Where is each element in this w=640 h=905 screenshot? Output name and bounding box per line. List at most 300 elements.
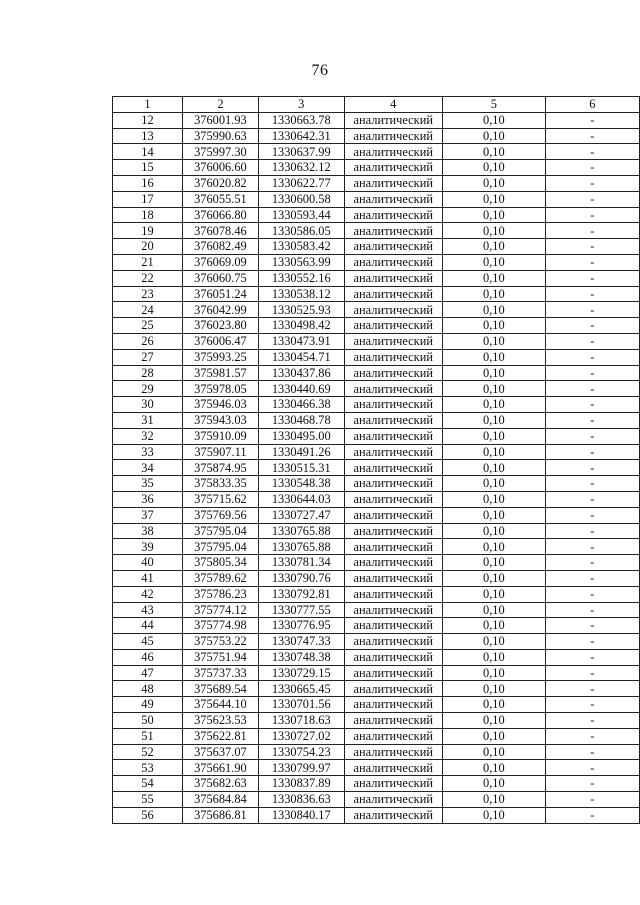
- cell-note: -: [545, 618, 639, 634]
- cell-accuracy: 0,10: [442, 570, 545, 586]
- cell-coord-x: 375981.57: [182, 365, 258, 381]
- cell-note: -: [545, 239, 639, 255]
- cell-coord-y: 1330468.78: [258, 412, 344, 428]
- cell-point-number: 38: [113, 523, 183, 539]
- cell-method: аналитический: [344, 333, 442, 349]
- table-row: [113, 254, 640, 270]
- cell-coord-x: 375946.03: [182, 397, 258, 413]
- cell-coord-y: 1330754.23: [258, 744, 344, 760]
- cell-accuracy: 0,10: [442, 112, 545, 128]
- cell-coord-y: 1330622.77: [258, 175, 344, 191]
- cell-accuracy: 0,10: [442, 665, 545, 681]
- cell-coord-y: 1330765.88: [258, 523, 344, 539]
- cell-point-number: 39: [113, 539, 183, 555]
- cell-accuracy: 0,10: [442, 144, 545, 160]
- cell-accuracy: 0,10: [442, 586, 545, 602]
- cell-coord-y: 1330491.26: [258, 444, 344, 460]
- cell-coord-y: 1330729.15: [258, 665, 344, 681]
- cell-accuracy: 0,10: [442, 270, 545, 286]
- cell-coord-x: 375715.62: [182, 491, 258, 507]
- table-row: [113, 665, 640, 681]
- cell-accuracy: 0,10: [442, 318, 545, 334]
- cell-point-number: 30: [113, 397, 183, 413]
- cell-method: аналитический: [344, 728, 442, 744]
- cell-method: аналитический: [344, 713, 442, 729]
- table-row: [113, 397, 640, 413]
- cell-note: -: [545, 270, 639, 286]
- cell-note: -: [545, 318, 639, 334]
- cell-coord-y: 1330799.97: [258, 760, 344, 776]
- cell-point-number: 51: [113, 728, 183, 744]
- cell-point-number: 42: [113, 586, 183, 602]
- cell-point-number: 40: [113, 555, 183, 571]
- cell-accuracy: 0,10: [442, 412, 545, 428]
- cell-accuracy: 0,10: [442, 539, 545, 555]
- table-row: [113, 381, 640, 397]
- cell-method: аналитический: [344, 807, 442, 823]
- cell-coord-x: 375637.07: [182, 744, 258, 760]
- cell-point-number: 37: [113, 507, 183, 523]
- cell-coord-y: 1330840.17: [258, 807, 344, 823]
- cell-method: аналитический: [344, 665, 442, 681]
- table-row: [113, 792, 640, 808]
- header-cell-4: 4: [344, 97, 442, 113]
- cell-method: аналитический: [344, 144, 442, 160]
- cell-note: -: [545, 286, 639, 302]
- cell-method: аналитический: [344, 381, 442, 397]
- cell-accuracy: 0,10: [442, 207, 545, 223]
- cell-point-number: 35: [113, 476, 183, 492]
- cell-coord-x: 375990.63: [182, 128, 258, 144]
- cell-method: аналитический: [344, 223, 442, 239]
- cell-accuracy: 0,10: [442, 792, 545, 808]
- cell-note: -: [545, 160, 639, 176]
- cell-accuracy: 0,10: [442, 807, 545, 823]
- cell-coord-y: 1330440.69: [258, 381, 344, 397]
- cell-accuracy: 0,10: [442, 286, 545, 302]
- cell-note: -: [545, 728, 639, 744]
- cell-point-number: 29: [113, 381, 183, 397]
- cell-note: -: [545, 760, 639, 776]
- cell-point-number: 15: [113, 160, 183, 176]
- cell-note: -: [545, 175, 639, 191]
- cell-accuracy: 0,10: [442, 523, 545, 539]
- cell-method: аналитический: [344, 539, 442, 555]
- cell-accuracy: 0,10: [442, 634, 545, 650]
- cell-note: -: [545, 634, 639, 650]
- cell-coord-y: 1330644.03: [258, 491, 344, 507]
- cell-accuracy: 0,10: [442, 128, 545, 144]
- cell-coord-x: 376006.60: [182, 160, 258, 176]
- table-row: [113, 460, 640, 476]
- cell-note: -: [545, 381, 639, 397]
- cell-method: аналитический: [344, 191, 442, 207]
- cell-point-number: 49: [113, 697, 183, 713]
- cell-note: -: [545, 570, 639, 586]
- cell-point-number: 12: [113, 112, 183, 128]
- table-row: [113, 191, 640, 207]
- cell-accuracy: 0,10: [442, 681, 545, 697]
- cell-method: аналитический: [344, 491, 442, 507]
- cell-coord-y: 1330836.63: [258, 792, 344, 808]
- cell-note: -: [545, 665, 639, 681]
- cell-point-number: 16: [113, 175, 183, 191]
- cell-accuracy: 0,10: [442, 397, 545, 413]
- cell-note: -: [545, 144, 639, 160]
- cell-method: аналитический: [344, 365, 442, 381]
- table-row: [113, 444, 640, 460]
- cell-coord-x: 375684.84: [182, 792, 258, 808]
- cell-accuracy: 0,10: [442, 160, 545, 176]
- cell-point-number: 48: [113, 681, 183, 697]
- cell-coord-x: 376020.82: [182, 175, 258, 191]
- cell-note: -: [545, 476, 639, 492]
- table-row: [113, 144, 640, 160]
- cell-note: -: [545, 491, 639, 507]
- table-row: [113, 539, 640, 555]
- cell-note: -: [545, 112, 639, 128]
- cell-point-number: 45: [113, 634, 183, 650]
- table-row: [113, 807, 640, 823]
- cell-point-number: 53: [113, 760, 183, 776]
- cell-note: -: [545, 397, 639, 413]
- cell-coord-y: 1330548.38: [258, 476, 344, 492]
- cell-method: аналитический: [344, 507, 442, 523]
- cell-accuracy: 0,10: [442, 602, 545, 618]
- table-row: [113, 160, 640, 176]
- header-cell-6: 6: [545, 97, 639, 113]
- cell-coord-y: 1330632.12: [258, 160, 344, 176]
- cell-method: аналитический: [344, 412, 442, 428]
- cell-coord-y: 1330454.71: [258, 349, 344, 365]
- cell-note: -: [545, 207, 639, 223]
- table-row: [113, 681, 640, 697]
- cell-coord-y: 1330781.34: [258, 555, 344, 571]
- cell-point-number: 50: [113, 713, 183, 729]
- cell-coord-y: 1330748.38: [258, 649, 344, 665]
- table-row: [113, 602, 640, 618]
- cell-method: аналитический: [344, 744, 442, 760]
- cell-note: -: [545, 507, 639, 523]
- cell-accuracy: 0,10: [442, 697, 545, 713]
- cell-coord-x: 375661.90: [182, 760, 258, 776]
- cell-method: аналитический: [344, 444, 442, 460]
- cell-method: аналитический: [344, 428, 442, 444]
- cell-coord-x: 376001.93: [182, 112, 258, 128]
- cell-accuracy: 0,10: [442, 239, 545, 255]
- cell-accuracy: 0,10: [442, 333, 545, 349]
- cell-coord-x: 376060.75: [182, 270, 258, 286]
- cell-coord-y: 1330593.44: [258, 207, 344, 223]
- cell-coord-x: 376055.51: [182, 191, 258, 207]
- cell-coord-y: 1330495.00: [258, 428, 344, 444]
- table-row: [113, 586, 640, 602]
- cell-point-number: 31: [113, 412, 183, 428]
- cell-accuracy: 0,10: [442, 175, 545, 191]
- cell-accuracy: 0,10: [442, 713, 545, 729]
- cell-point-number: 23: [113, 286, 183, 302]
- cell-note: -: [545, 349, 639, 365]
- cell-method: аналитический: [344, 586, 442, 602]
- cell-point-number: 55: [113, 792, 183, 808]
- cell-note: -: [545, 460, 639, 476]
- page-number: 76: [311, 62, 329, 79]
- cell-note: -: [545, 191, 639, 207]
- cell-method: аналитический: [344, 239, 442, 255]
- cell-point-number: 54: [113, 776, 183, 792]
- cell-point-number: 24: [113, 302, 183, 318]
- cell-coord-x: 375751.94: [182, 649, 258, 665]
- cell-method: аналитический: [344, 397, 442, 413]
- cell-point-number: 21: [113, 254, 183, 270]
- cell-accuracy: 0,10: [442, 776, 545, 792]
- table-body: [113, 112, 640, 823]
- cell-coord-y: 1330563.99: [258, 254, 344, 270]
- table-row: [113, 634, 640, 650]
- cell-coord-y: 1330701.56: [258, 697, 344, 713]
- cell-method: аналитический: [344, 570, 442, 586]
- header-cell-1: 1: [113, 97, 183, 113]
- cell-coord-y: 1330665.45: [258, 681, 344, 697]
- cell-coord-x: 376082.49: [182, 239, 258, 255]
- cell-accuracy: 0,10: [442, 444, 545, 460]
- cell-method: аналитический: [344, 476, 442, 492]
- cell-note: -: [545, 539, 639, 555]
- cell-method: аналитический: [344, 302, 442, 318]
- cell-method: аналитический: [344, 318, 442, 334]
- cell-coord-x: 375943.03: [182, 412, 258, 428]
- cell-accuracy: 0,10: [442, 507, 545, 523]
- cell-coord-y: 1330727.47: [258, 507, 344, 523]
- cell-coord-y: 1330790.76: [258, 570, 344, 586]
- cell-point-number: 28: [113, 365, 183, 381]
- cell-coord-x: 375753.22: [182, 634, 258, 650]
- table-row: [113, 207, 640, 223]
- cell-point-number: 52: [113, 744, 183, 760]
- cell-coord-x: 375795.04: [182, 523, 258, 539]
- cell-coord-y: 1330747.33: [258, 634, 344, 650]
- table-row: [113, 507, 640, 523]
- cell-coord-y: 1330727.02: [258, 728, 344, 744]
- table-row: [113, 728, 640, 744]
- cell-note: -: [545, 807, 639, 823]
- cell-method: аналитический: [344, 128, 442, 144]
- cell-coord-x: 375769.56: [182, 507, 258, 523]
- cell-coord-x: 375686.81: [182, 807, 258, 823]
- table-row: [113, 365, 640, 381]
- table-row: [113, 491, 640, 507]
- cell-point-number: 17: [113, 191, 183, 207]
- cell-accuracy: 0,10: [442, 618, 545, 634]
- cell-coord-x: 375789.62: [182, 570, 258, 586]
- cell-accuracy: 0,10: [442, 254, 545, 270]
- cell-method: аналитический: [344, 776, 442, 792]
- cell-coord-x: 375774.98: [182, 618, 258, 634]
- cell-note: -: [545, 649, 639, 665]
- cell-method: аналитический: [344, 112, 442, 128]
- table-row: [113, 776, 640, 792]
- cell-note: -: [545, 128, 639, 144]
- cell-accuracy: 0,10: [442, 728, 545, 744]
- cell-coord-y: 1330765.88: [258, 539, 344, 555]
- cell-method: аналитический: [344, 618, 442, 634]
- cell-point-number: 26: [113, 333, 183, 349]
- cell-method: аналитический: [344, 634, 442, 650]
- cell-note: -: [545, 365, 639, 381]
- table-row: [113, 649, 640, 665]
- cell-coord-x: 375682.63: [182, 776, 258, 792]
- cell-note: -: [545, 428, 639, 444]
- cell-accuracy: 0,10: [442, 428, 545, 444]
- cell-point-number: 18: [113, 207, 183, 223]
- cell-method: аналитический: [344, 286, 442, 302]
- table-row: [113, 760, 640, 776]
- cell-coord-y: 1330466.38: [258, 397, 344, 413]
- cell-point-number: 41: [113, 570, 183, 586]
- cell-note: -: [545, 792, 639, 808]
- cell-coord-x: 375689.54: [182, 681, 258, 697]
- cell-accuracy: 0,10: [442, 744, 545, 760]
- cell-method: аналитический: [344, 792, 442, 808]
- cell-coord-x: 375805.34: [182, 555, 258, 571]
- cell-method: аналитический: [344, 697, 442, 713]
- cell-coord-y: 1330642.31: [258, 128, 344, 144]
- cell-coord-y: 1330792.81: [258, 586, 344, 602]
- cell-coord-y: 1330637.99: [258, 144, 344, 160]
- cell-coord-x: 376069.09: [182, 254, 258, 270]
- header-cell-3: 3: [258, 97, 344, 113]
- table-row: [113, 523, 640, 539]
- cell-coord-x: 375910.09: [182, 428, 258, 444]
- cell-coord-x: 375874.95: [182, 460, 258, 476]
- cell-coord-y: 1330437.86: [258, 365, 344, 381]
- table-row: [113, 128, 640, 144]
- table-row: [113, 713, 640, 729]
- cell-coord-x: 376042.99: [182, 302, 258, 318]
- cell-accuracy: 0,10: [442, 649, 545, 665]
- cell-note: -: [545, 302, 639, 318]
- cell-method: аналитический: [344, 602, 442, 618]
- cell-point-number: 13: [113, 128, 183, 144]
- cell-accuracy: 0,10: [442, 365, 545, 381]
- cell-note: -: [545, 555, 639, 571]
- table-row: [113, 570, 640, 586]
- cell-method: аналитический: [344, 649, 442, 665]
- cell-coord-y: 1330538.12: [258, 286, 344, 302]
- cell-coord-x: 375623.53: [182, 713, 258, 729]
- cell-accuracy: 0,10: [442, 349, 545, 365]
- cell-accuracy: 0,10: [442, 460, 545, 476]
- cell-accuracy: 0,10: [442, 191, 545, 207]
- table-row: [113, 476, 640, 492]
- cell-note: -: [545, 681, 639, 697]
- cell-coord-x: 375833.35: [182, 476, 258, 492]
- cell-coord-x: 375993.25: [182, 349, 258, 365]
- cell-coord-x: 375978.05: [182, 381, 258, 397]
- cell-coord-x: 375907.11: [182, 444, 258, 460]
- cell-coord-x: 376051.24: [182, 286, 258, 302]
- cell-coord-x: 375737.33: [182, 665, 258, 681]
- cell-coord-y: 1330776.95: [258, 618, 344, 634]
- cell-method: аналитический: [344, 175, 442, 191]
- table-row: [113, 349, 640, 365]
- cell-point-number: 32: [113, 428, 183, 444]
- table-header: [113, 97, 640, 113]
- header-cell-5: 5: [442, 97, 545, 113]
- cell-note: -: [545, 444, 639, 460]
- cell-point-number: 56: [113, 807, 183, 823]
- cell-method: аналитический: [344, 681, 442, 697]
- cell-note: -: [545, 713, 639, 729]
- cell-coord-y: 1330837.89: [258, 776, 344, 792]
- table-row: [113, 555, 640, 571]
- cell-coord-x: 375997.30: [182, 144, 258, 160]
- cell-point-number: 14: [113, 144, 183, 160]
- cell-method: аналитический: [344, 207, 442, 223]
- cell-accuracy: 0,10: [442, 381, 545, 397]
- cell-note: -: [545, 586, 639, 602]
- table-row: [113, 697, 640, 713]
- cell-accuracy: 0,10: [442, 555, 545, 571]
- cell-coord-y: 1330473.91: [258, 333, 344, 349]
- table-row: [113, 223, 640, 239]
- cell-point-number: 34: [113, 460, 183, 476]
- cell-coord-x: 375774.12: [182, 602, 258, 618]
- cell-point-number: 20: [113, 239, 183, 255]
- cell-point-number: 22: [113, 270, 183, 286]
- cell-coord-y: 1330498.42: [258, 318, 344, 334]
- cell-point-number: 25: [113, 318, 183, 334]
- cell-coord-x: 376066.80: [182, 207, 258, 223]
- cell-coord-y: 1330515.31: [258, 460, 344, 476]
- table-row: [113, 286, 640, 302]
- table-row: [113, 175, 640, 191]
- table-row: [113, 333, 640, 349]
- cell-accuracy: 0,10: [442, 302, 545, 318]
- cell-method: аналитический: [344, 523, 442, 539]
- table-row: [113, 318, 640, 334]
- table-row: [113, 270, 640, 286]
- cell-coord-y: 1330600.58: [258, 191, 344, 207]
- cell-note: -: [545, 254, 639, 270]
- table-row: [113, 302, 640, 318]
- table-row: [113, 239, 640, 255]
- table-row: [113, 112, 640, 128]
- cell-point-number: 43: [113, 602, 183, 618]
- cell-note: -: [545, 223, 639, 239]
- cell-point-number: 44: [113, 618, 183, 634]
- cell-coord-x: 376023.80: [182, 318, 258, 334]
- cell-coord-y: 1330586.05: [258, 223, 344, 239]
- cell-point-number: 27: [113, 349, 183, 365]
- table-row: [113, 618, 640, 634]
- cell-method: аналитический: [344, 555, 442, 571]
- cell-point-number: 46: [113, 649, 183, 665]
- cell-coord-x: 376006.47: [182, 333, 258, 349]
- coordinates-table-container: [112, 96, 640, 824]
- table-row: [113, 412, 640, 428]
- cell-coord-y: 1330718.63: [258, 713, 344, 729]
- cell-note: -: [545, 776, 639, 792]
- cell-coord-x: 376078.46: [182, 223, 258, 239]
- cell-accuracy: 0,10: [442, 223, 545, 239]
- cell-note: -: [545, 744, 639, 760]
- cell-note: -: [545, 697, 639, 713]
- cell-method: аналитический: [344, 270, 442, 286]
- cell-coord-y: 1330552.16: [258, 270, 344, 286]
- cell-method: аналитический: [344, 760, 442, 776]
- cell-note: -: [545, 412, 639, 428]
